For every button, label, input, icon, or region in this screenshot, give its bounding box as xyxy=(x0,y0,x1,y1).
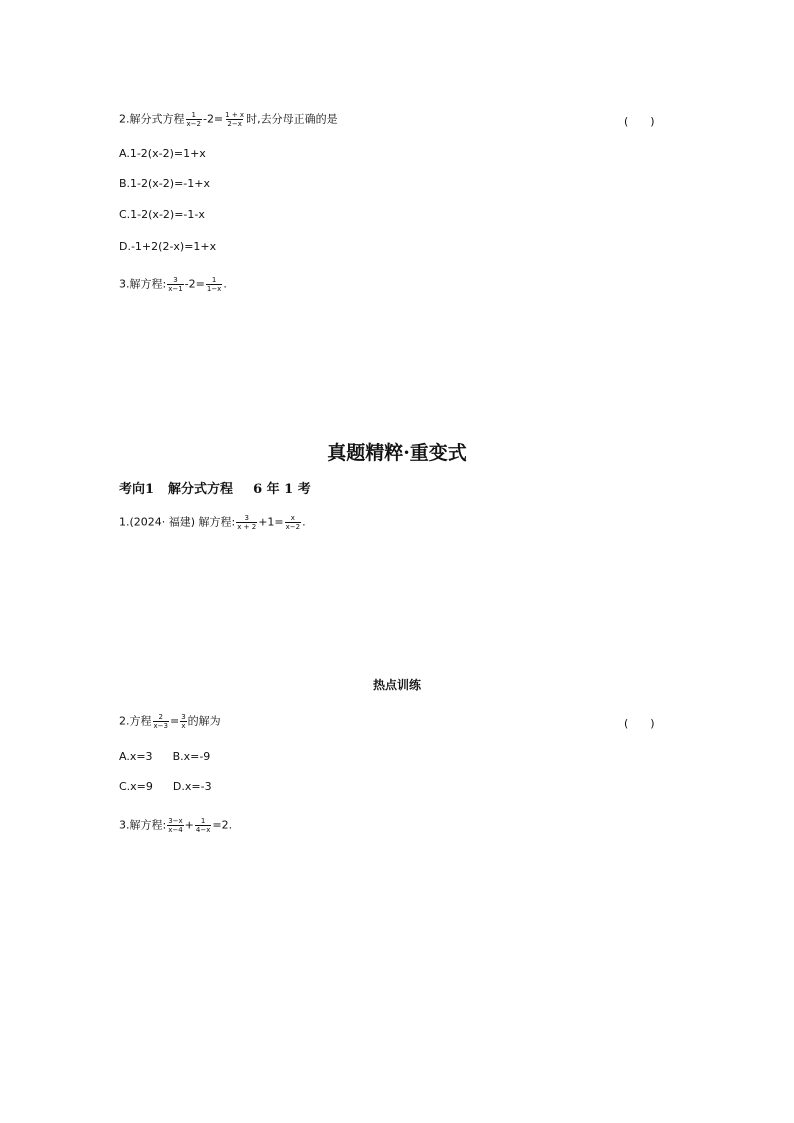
question-2b-stem xyxy=(119,713,221,730)
question-text: 2.方程 xyxy=(119,714,152,728)
fraction xyxy=(167,276,183,293)
question-text: 3.解方程: xyxy=(119,818,167,832)
denominator: x−4 xyxy=(168,826,183,834)
operator-text: = xyxy=(169,714,180,728)
denominator: x−1 xyxy=(168,285,183,293)
option-c[interactable]: C.x=9 xyxy=(119,780,153,793)
numerator: 3−x xyxy=(168,817,183,825)
question-text: 1.(2024· 福建) 解方程: xyxy=(119,515,236,529)
denominator: x−2 xyxy=(285,523,301,531)
fraction xyxy=(206,276,222,293)
direction-topic: 解分式方程 xyxy=(168,482,234,497)
section-title: 热点训练 xyxy=(372,678,421,692)
option-c[interactable]: C.1-2(x-2)=-1-x xyxy=(119,208,205,221)
option-row-2 xyxy=(119,780,212,794)
page-heading: 真题精粹·重变式 xyxy=(327,442,467,464)
denominator: x−3 xyxy=(153,722,168,730)
option-b[interactable]: B.x=-9 xyxy=(172,750,211,763)
question-text: 的解为 xyxy=(187,714,221,728)
fraction xyxy=(180,713,186,730)
fraction xyxy=(153,713,169,730)
question-3-stem xyxy=(119,276,227,293)
numerator: 3 xyxy=(173,276,178,284)
fraction xyxy=(167,817,183,834)
question-text: 时,去分母正确的是 xyxy=(246,112,338,126)
answer-bracket[interactable]: ( ) xyxy=(624,717,655,730)
numerator: 1 xyxy=(200,817,206,825)
numerator: 1 + x xyxy=(225,111,245,119)
option-d[interactable]: D.-1+2(2-x)=1+x xyxy=(119,240,217,253)
question-text: . xyxy=(223,277,227,291)
numerator: x xyxy=(290,514,295,522)
denominator: x xyxy=(181,722,186,730)
denominator: 2−x xyxy=(227,120,242,128)
operator-text: +1= xyxy=(258,515,284,529)
numerator: 2 xyxy=(158,713,163,721)
operator-text: -2= xyxy=(202,112,224,126)
direction-frequency: 6 年 1 考 xyxy=(253,482,311,497)
question-3b-stem xyxy=(119,817,232,834)
fraction xyxy=(285,514,301,531)
numerator: 1 xyxy=(191,111,196,119)
answer-bracket[interactable]: ( ) xyxy=(624,115,655,128)
numerator: 3 xyxy=(181,713,186,721)
question-2-stem xyxy=(119,111,338,128)
numerator: 1 xyxy=(211,276,217,284)
denominator: 1−x xyxy=(206,285,222,293)
direction-label: 考向1 xyxy=(119,482,155,497)
numerator: 3 xyxy=(244,514,249,522)
operator-text: -2= xyxy=(184,277,205,291)
option-a[interactable]: A.x=3 xyxy=(119,750,153,763)
operator-text: + xyxy=(184,818,194,832)
question-text: . xyxy=(302,515,306,529)
denominator: 4−x xyxy=(195,826,211,834)
question-1-stem xyxy=(119,514,306,531)
question-text: 2.解分式方程 xyxy=(119,112,185,126)
fraction xyxy=(224,111,245,128)
question-text: 3.解方程: xyxy=(119,277,167,291)
denominator: x−2 xyxy=(186,120,201,128)
fraction xyxy=(186,111,202,128)
direction-heading xyxy=(119,478,311,497)
option-a[interactable]: A.1-2(x-2)=1+x xyxy=(119,147,206,160)
denominator: x + 2 xyxy=(237,523,257,531)
option-row-1 xyxy=(119,750,210,764)
option-d[interactable]: D.x=-3 xyxy=(172,780,212,793)
fraction xyxy=(195,817,211,834)
question-text: =2. xyxy=(212,818,233,832)
fraction xyxy=(236,514,257,531)
option-b[interactable]: B.1-2(x-2)=-1+x xyxy=(119,177,210,190)
